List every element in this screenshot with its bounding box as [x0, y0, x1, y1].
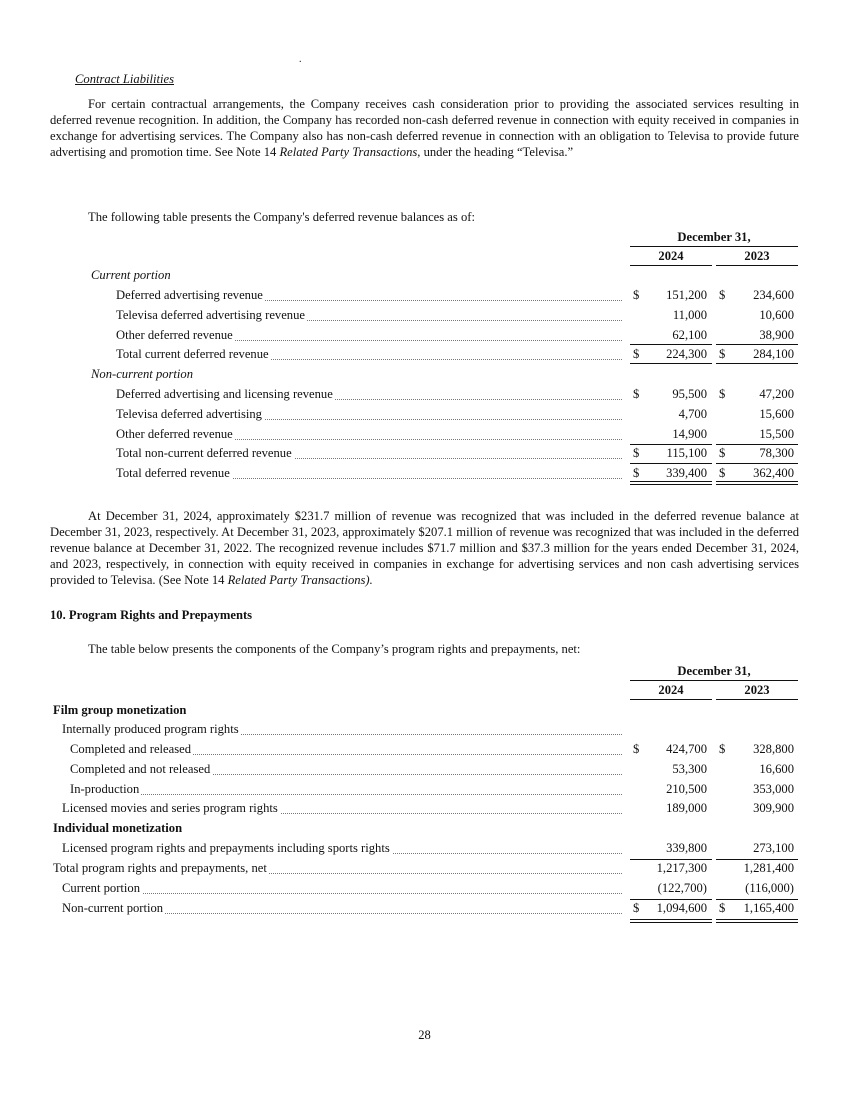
film-group-row	[0, 703, 849, 721]
row-label: Other deferred revenue	[116, 426, 233, 441]
noncurrent-portion-label: Non-current portion	[91, 367, 194, 381]
rule-line	[630, 444, 712, 445]
dot-leader	[70, 794, 622, 795]
deferred-noncurrent-row	[0, 387, 849, 405]
row-label: Total deferred revenue	[116, 466, 230, 481]
row-label: Total current deferred revenue	[116, 347, 269, 362]
program-internal-row	[0, 762, 849, 780]
deferred-table-header: December 31,	[630, 230, 798, 247]
individual-monetization-label: Individual monetization	[53, 821, 183, 835]
rule-line	[630, 899, 712, 900]
current-portion-label: Current portion	[91, 268, 171, 282]
licensed-sports-row	[0, 841, 849, 859]
internally-produced-row	[0, 722, 849, 740]
contract-liabilities-heading: Contract Liabilities	[75, 72, 175, 86]
dollar-sign: $	[633, 387, 640, 401]
value-2024: 210,500	[666, 781, 707, 796]
row-label: Completed and not released	[70, 761, 211, 776]
dollar-sign: $	[719, 288, 726, 302]
dollar-sign: $	[719, 387, 726, 401]
value-2024: 115,100	[666, 446, 707, 461]
noncurrent-portion-row	[0, 367, 849, 385]
double-rule	[630, 481, 712, 485]
value-2024: 95,500	[672, 387, 707, 401]
value-2023: 10,600	[759, 307, 794, 322]
row-label: Other deferred revenue	[116, 327, 233, 342]
deferred-current-row	[0, 328, 849, 346]
dollar-sign: $	[719, 446, 726, 461]
licensed-movies-row	[0, 801, 849, 819]
deferred-noncurrent-row	[0, 446, 849, 464]
current-portion-program-row	[0, 881, 849, 899]
value-2024: 62,100	[672, 327, 707, 342]
rule-line	[630, 463, 712, 464]
value-2023: 273,100	[753, 841, 794, 855]
program-table-intro: The table below presents the components of the Company’s program rights and prepayments, net:	[88, 642, 581, 656]
dollar-sign: $	[719, 466, 726, 481]
film-group-label: Film group monetization	[53, 703, 187, 717]
value-2024: 11,000	[672, 307, 707, 322]
internally-produced-label: Internally produced program rights	[62, 722, 239, 736]
value-2024: 189,000	[666, 801, 707, 815]
double-rule	[630, 919, 712, 923]
value-2023: 353,000	[753, 781, 794, 796]
contract-liabilities-paragraph: For certain contractual arrangements, the Company receives cash consideration prior to providing the associated services resulting in deferred revenue recognition. In addition, the Company has recorded non-cash deferred revenue in connection with equity received in companies in exchange for advertising services. The Company also has non-cash deferred revenue in connection with an obligation to Televisa to provide future advertising and promotion time. See Note 14 Related Party Transactions, under the heading “Televisa.”	[50, 97, 799, 159]
dollar-sign: $	[633, 347, 640, 362]
value-2024: 4,700	[678, 406, 707, 421]
dollar-sign: $	[633, 446, 640, 461]
row-label: Deferred advertising revenue	[116, 288, 263, 302]
value-2023: 284,100	[753, 347, 794, 362]
deferred-year-2024: 2024	[630, 249, 712, 266]
deferred-current-row	[0, 288, 849, 306]
value-2023: 38,900	[759, 327, 794, 342]
rule-line	[716, 444, 798, 445]
value-2024: 339,800	[666, 841, 707, 855]
program-internal-row	[0, 742, 849, 760]
row-label: Televisa deferred advertising revenue	[116, 307, 305, 322]
recognition-paragraph: At December 31, 2024, approximately $231.7 million of revenue was recognized that was included in the deferred revenue balance at December 31, 2023, respectively. At December 31, 2023, approximately $207.1 million of revenue was recognized that was included in the deferred revenue balance at December 31, 2022. The recognized revenue includes $71.7 million and $37.3 million for the years ended December 31, 2024, and 2023, respectively, in connection with equity received in companies in exchange for advertising services and non cash advertising services provided to Televisa. (See Note 14 Related Party Transactions).	[50, 509, 799, 587]
rule-line	[630, 363, 712, 364]
noncurrent-portion-program-row	[0, 901, 849, 919]
total-program-row	[0, 861, 849, 879]
value-2023: 16,600	[759, 761, 794, 776]
stray-dot: .	[299, 54, 302, 65]
row-label: Total non-current deferred revenue	[116, 446, 292, 461]
value-2023: (116,000)	[745, 881, 794, 895]
deferred-noncurrent-row	[0, 427, 849, 445]
row-label: Licensed movies and series program rights	[62, 801, 278, 815]
deferred-table-intro: The following table presents the Company's deferred revenue balances as of:	[88, 210, 475, 224]
value-2023: 78,300	[759, 446, 794, 461]
dollar-sign: $	[633, 466, 640, 481]
page-number: 28	[418, 1028, 431, 1042]
value-2024: 1,094,600	[656, 901, 707, 915]
dollar-sign: $	[719, 742, 726, 756]
dollar-sign: $	[719, 347, 726, 362]
value-2024: (122,700)	[657, 881, 707, 895]
value-2023: 1,281,400	[743, 861, 794, 875]
value-2023: 362,400	[753, 466, 794, 481]
rule-line	[716, 859, 798, 860]
program-internal-row	[0, 782, 849, 800]
row-label: Completed and released	[70, 742, 191, 756]
deferred-noncurrent-row	[0, 407, 849, 425]
value-2024: 151,200	[666, 288, 707, 302]
rule-line	[716, 899, 798, 900]
value-2023: 234,600	[753, 288, 794, 302]
dot-leader	[62, 893, 622, 894]
rule-line	[630, 344, 712, 345]
program-year-2024: 2024	[630, 683, 712, 700]
value-2023: 328,800	[753, 742, 794, 756]
rule-line	[716, 344, 798, 345]
value-2024: 424,700	[666, 742, 707, 756]
row-label: Licensed program rights and prepayments including sports rights	[62, 841, 390, 855]
value-2023: 1,165,400	[743, 901, 794, 915]
rule-line	[716, 463, 798, 464]
rule-line	[716, 363, 798, 364]
value-2024: 53,300	[672, 761, 707, 776]
row-label: Total program rights and prepayments, net	[53, 861, 267, 875]
row-label: Deferred advertising and licensing revenue	[116, 387, 333, 401]
deferred-year-2023: 2023	[716, 249, 798, 266]
row-label: Current portion	[62, 881, 140, 895]
value-2024: 1,217,300	[656, 861, 707, 875]
dollar-sign: $	[719, 901, 726, 915]
row-label: In-production	[70, 781, 140, 796]
section-10-title: 10. Program Rights and Prepayments	[50, 608, 253, 622]
value-2023: 15,500	[759, 426, 794, 441]
dollar-sign: $	[633, 288, 640, 302]
deferred-current-row	[0, 308, 849, 326]
value-2023: 15,600	[759, 406, 794, 421]
dollar-sign: $	[633, 901, 640, 915]
individual-monetization-row	[0, 821, 849, 839]
value-2023: 309,900	[753, 801, 794, 815]
program-year-2023: 2023	[716, 683, 798, 700]
double-rule	[716, 481, 798, 485]
row-label: Non-current portion	[62, 901, 164, 915]
program-table-header: December 31,	[630, 664, 798, 681]
current-portion-row	[0, 268, 849, 286]
dollar-sign: $	[633, 742, 640, 756]
value-2023: 47,200	[759, 387, 794, 401]
value-2024: 339,400	[666, 466, 707, 481]
value-2024: 14,900	[672, 426, 707, 441]
value-2024: 224,300	[666, 347, 707, 362]
row-label: Televisa deferred advertising	[116, 406, 262, 421]
rule-line	[630, 859, 712, 860]
double-rule	[716, 919, 798, 923]
